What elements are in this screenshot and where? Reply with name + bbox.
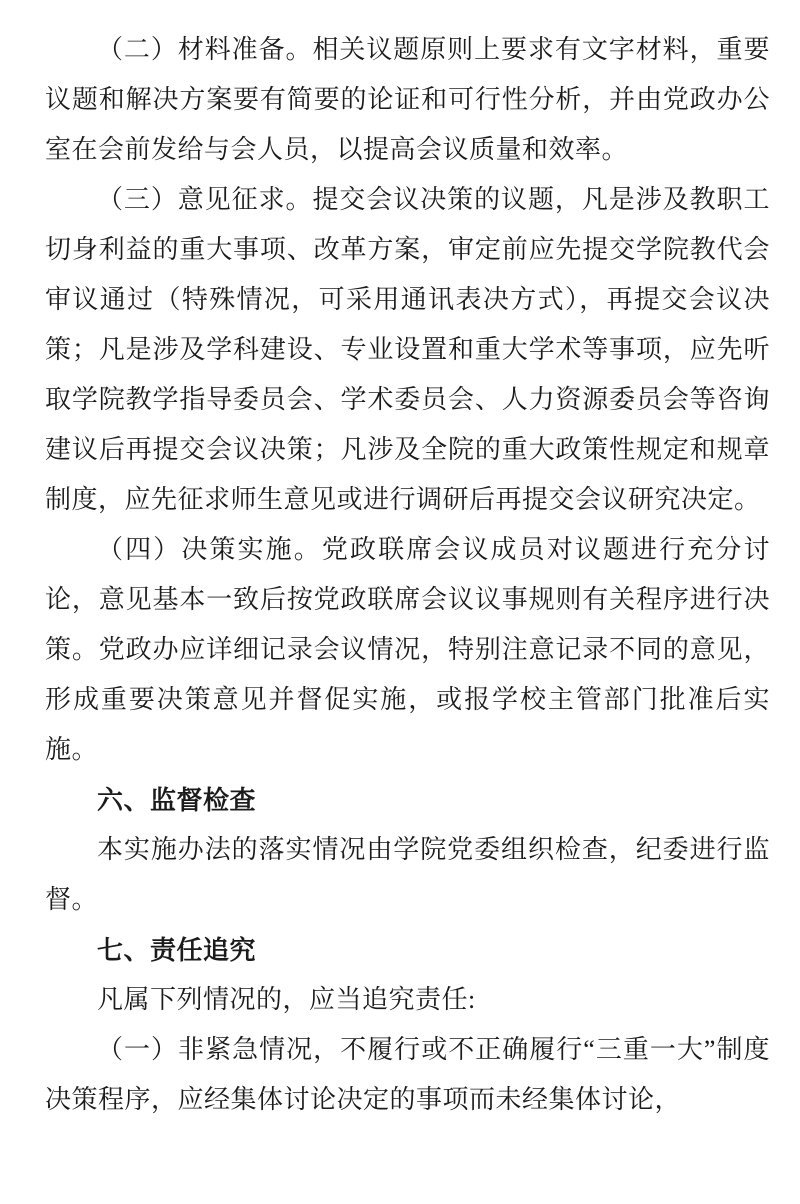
paragraph-opinion-solicitation: （三）意见征求。提交会议决策的议题，凡是涉及教职工切身利益的重大事项、改革方案，审定前应先提交学院教代会审议通过（特殊情况，可采用通讯表决方式），再提交会议决策；凡是涉及学科建设、专业设置和重大学术等事项，应先听取学院教学指导委员会、学术委员会、人力资源委员会等咨询建议后再提交会议决策；凡涉及全院的重大政策性规定和规章制度，应先征求师生意见或进行调研后再提交会议研究决定。 [45,185,770,514]
paragraph-material-preparation: （二）材料准备。相关议题原则上要求有文字材料，重要议题和解决方案要有简要的论证和可行性分析，并由党政办公室在会前发给与会人员，以提高会议质量和效率。 [45,35,770,164]
section-heading-supervision-inspection: 六、监督检查 [97,785,257,815]
paragraph-decision-implementation: （四）决策实施。党政联席会议成员对议题进行充分讨论，意见基本一致后按党政联席会议议事规则有关程序进行决策。党政办应详细记录会议情况，特别注意记录不同的意见，形成重要决策意见并督促实施，或报学校主管部门批准后实施。 [45,535,770,764]
section-heading-accountability: 七、责任追究 [97,935,257,965]
paragraph-supervision-body: 本实施办法的落实情况由学院党委组织检查，纪委进行监督。 [45,835,770,914]
paragraph-accountability-item-one: （一）非紧急情况，不履行或不正确履行“三重一大”制度决策程序，应经集体讨论决定的事项而未经集体讨论， [45,1035,770,1114]
paragraph-accountability-intro: 凡属下列情况的，应当追究责任: [97,985,476,1014]
